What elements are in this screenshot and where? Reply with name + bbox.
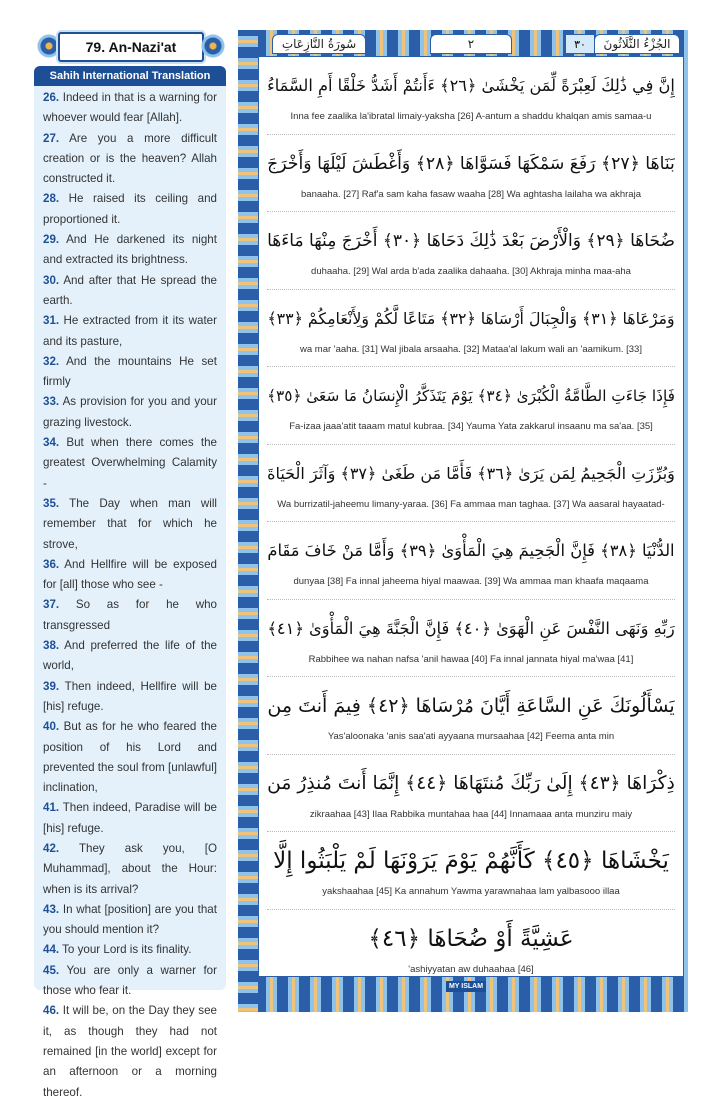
verse-number: 36.: [43, 557, 60, 571]
translation-verse: [43, 311, 217, 352]
translation-verse: [43, 1001, 217, 1102]
surah-title-banner: [36, 30, 226, 62]
arabic-text: ضُحَاهَا ﴿٢٩﴾ وَالْأَرْضَ بَعْدَ ذَٰلِكَ دَحَاهَا ﴿٣٠﴾ أَخْرَجَ مِنْهَا مَاءَهَا: [267, 231, 675, 251]
verse-number: 39.: [43, 679, 60, 693]
transliteration: dunyaa [38] Fa innal jaheema hiyal maawaa. [39] Wa ammaa man khaafa maqaama: [293, 576, 649, 587]
juz-number: ٣٠: [565, 34, 595, 54]
verse-number: 43.: [43, 902, 60, 916]
verse-number: 45.: [43, 963, 60, 977]
arabic-text: يَسْأَلُونَكَ عَنِ السَّاعَةِ أَيَّانَ مُرْسَاهَا ﴿٤٢﴾ فِيمَ أَنتَ مِن: [267, 695, 675, 717]
verse-number: 26.: [43, 91, 60, 104]
arabic-text: فَإِذَا جَاءَتِ الطَّامَّةُ الْكُبْرَىٰ ﴿٣٤﴾ يَوْمَ يَتَذَكَّرُ الْإِنسَانُ مَا سَعَىٰ ﴿٣٥﴾: [267, 387, 675, 405]
verse-number: 42.: [43, 841, 60, 855]
translation-verse: [43, 392, 217, 433]
quran-line: [267, 600, 675, 678]
verse-number: 35.: [43, 496, 60, 510]
verse-text: But as for he who feared the position of his Lord and prevented the soul from [unlawful] inclination,: [43, 720, 218, 795]
quran-line: [267, 290, 675, 368]
translation-verse: [43, 961, 217, 1002]
translation-verse: [43, 88, 217, 129]
verse-text: And preferred the life of the world,: [43, 639, 217, 673]
verse-text: You are only a warner for those who fear it.: [43, 963, 217, 998]
verse-text: In what [position] are you that you should mention it?: [43, 902, 217, 937]
arabic-text: إِنَّ فِي ذَٰلِكَ لَعِبْرَةً لِّمَن يَخْشَىٰ ﴿٢٦﴾ ءَأَنتُمْ أَشَدُّ خَلْقًا أَمِ السَّمَاءُ: [267, 76, 675, 95]
ornament-icon: [200, 32, 226, 60]
translation-header: Sahih International Translation: [34, 66, 226, 86]
transliteration: duhaaha. [29] Wal arda b'ada zaalika dahaaha. [30] Akhraja minha maa-aha: [311, 266, 631, 277]
transliteration: banaaha. [27] Raf'a sam kaha fasaw waaha [28] Wa aghtasha lailaha wa akhraja: [301, 188, 641, 200]
quran-line: [267, 135, 675, 213]
arabic-text: بَنَاهَا ﴿٢٧﴾ رَفَعَ سَمْكَهَا فَسَوَّاهَا ﴿٢٨﴾ وَأَغْطَشَ لَيْلَهَا وَأَخْرَجَ: [267, 153, 675, 174]
verse-text: It will be, on the Day they see it, as though they had not remained [in the world] except for an afternoon or a morning thereof.: [43, 1004, 217, 1099]
transliteration: yakshaahaa [45] Ka annahum Yawma yarawnahaa lam yalbasooo illaa: [322, 886, 620, 897]
translation-verse: [43, 595, 217, 636]
translation-verse: [43, 271, 217, 312]
translation-verse: [43, 940, 217, 960]
translation-verse: [43, 129, 217, 190]
translation-verse: [43, 494, 217, 555]
verse-text: He raised its ceiling and proportioned it.: [43, 192, 217, 226]
arabic-text: الدُّنْيَا ﴿٣٨﴾ فَإِنَّ الْجَحِيمَ هِيَ الْمَأْوَىٰ ﴿٣٩﴾ وَأَمَّا مَنْ خَافَ مَقَامَ: [267, 541, 675, 560]
translation-verse: [43, 717, 217, 798]
verse-number: 38.: [43, 639, 60, 653]
verse-text: So as for he who transgressed: [43, 598, 217, 632]
quran-line: [267, 677, 675, 755]
verse-number: 41.: [43, 801, 60, 815]
verse-number: 34.: [43, 436, 60, 450]
page-number-tab: ٢: [430, 34, 512, 54]
quran-line: [267, 57, 675, 135]
verse-text: And He darkened its night and extracted its brightness.: [43, 233, 217, 267]
transliteration: Fa-izaa jaaa'atit taaam matul kubraa. [34] Yauma Yata zakkarul insaanu ma sa'aa. [35]: [289, 421, 653, 432]
verse-text: Indeed in that is a warning for whoever would fear [Allah].: [43, 91, 217, 125]
verse-number: 40.: [43, 720, 60, 734]
verse-number: 27.: [43, 131, 60, 145]
quran-line: [267, 445, 675, 523]
verse-text: Then indeed, Hellfire will be [his] refuge.: [43, 679, 217, 713]
ornamental-frame-left: [238, 30, 258, 1012]
verse-number: 33.: [43, 395, 60, 409]
verse-text: And after that He spread the earth.: [43, 273, 217, 307]
verse-text: To your Lord is its finality.: [62, 943, 192, 957]
arabic-text: وَمَرْعَاهَا ﴿٣١﴾ وَالْجِبَالَ أَرْسَاهَا ﴿٣٢﴾ مَتَاعًا لَّكُمْ وَلِأَنْعَامِكُمْ ﴿٣٣﴾: [267, 308, 675, 328]
verse-number: 32.: [43, 354, 60, 368]
verse-number: 30.: [43, 273, 60, 287]
translation-panel: [34, 66, 226, 1099]
verse-number: 46.: [43, 1004, 60, 1018]
translation-verse: [43, 900, 217, 941]
surah-name-tab: سُورَةُ النَّازِعَاتِ: [272, 34, 366, 54]
verse-number: 29.: [43, 233, 60, 247]
quran-line: [267, 212, 675, 290]
transliteration: Yas'aloonaka 'anis saa'ati ayyaana mursaahaa [42] Feema anta min: [327, 731, 615, 742]
translation-verse: [43, 555, 217, 596]
verse-number: 28.: [43, 192, 60, 206]
transliteration: Rabbihee wa nahan nafsa 'anil hawaa [40] Fa innal jannata hiyal ma'waa [41]: [308, 653, 634, 665]
arabic-text: وَبُرِّزَتِ الْجَحِيمُ لِمَن يَرَىٰ ﴿٣٦﴾ فَأَمَّا مَن طَغَىٰ ﴿٣٧﴾ وَآثَرَ الْحَيَاةَ: [267, 463, 675, 483]
verse-text: They ask you, [O Muhammad], about the Hour: when is its arrival?: [43, 841, 217, 896]
transliteration: Inna fee zaalika la'ibratal limaiy-yaksha [26] A-antum a shaddu khalqan amis samaa-u: [290, 111, 652, 122]
translation-verse: [43, 839, 217, 900]
arabic-text: ذِكْرَاهَا ﴿٤٣﴾ إِلَىٰ رَبِّكَ مُنتَهَاهَا ﴿٤٤﴾ إِنَّمَا أَنتَ مُنذِرُ مَن: [267, 772, 675, 794]
verse-text: He extracted from it its water and its pasture,: [43, 314, 217, 348]
juz-name-tab: الجُزْءُ الثَّلَاثُونَ: [594, 34, 680, 54]
verse-text: But when there comes the greatest Overwhelming Calamity -: [43, 436, 217, 490]
transliteration: wa mar 'aaha. [31] Wal jibala arsaaha. [32] Mataa'al lakum wali an 'aamikum. [33]: [300, 343, 642, 355]
transliteration: 'ashiyyatan aw duhaahaa [46]: [408, 963, 534, 975]
verse-number: 31.: [43, 314, 60, 328]
verse-number: 44.: [43, 943, 60, 957]
quran-line: [267, 755, 675, 833]
verse-text: As provision for you and your grazing livestock.: [43, 395, 217, 429]
arabic-text: عَشِيَّةً أَوْ ضُحَاهَا ﴿٤٦﴾: [368, 925, 574, 952]
quran-line: [267, 832, 675, 910]
transliteration: Wa burrizatil-jaheemu limany-yaraa. [36] Fa ammaa man taghaa. [37] Wa aasaral hayaatad-: [277, 498, 665, 510]
arabic-text: رَبِّهِ وَنَهَى النَّفْسَ عَنِ الْهَوَىٰ ﴿٤٠﴾ فَإِنَّ الْجَنَّةَ هِيَ الْمَأْوَىٰ ﴿٤١﴾: [267, 618, 675, 638]
transliteration: zikraahaa [43] Ilaa Rabbika muntahaa haa [44] Innamaaa anta munziru maiy: [309, 808, 633, 820]
quran-text-area: [258, 56, 684, 977]
translation-list: [34, 86, 226, 1103]
translation-verse: [43, 433, 217, 494]
arabic-text: يَخْشَاهَا ﴿٤٥﴾ كَأَنَّهُمْ يَوْمَ يَرَوْنَهَا لَمْ يَلْبَثُوا إِلَّا: [273, 848, 669, 874]
translation-verse: [43, 677, 217, 718]
surah-title: 79. An-Nazi'at: [58, 32, 204, 62]
verse-number: 37.: [43, 598, 60, 612]
verse-text: And the mountains He set firmly: [43, 354, 217, 389]
quran-line: [267, 367, 675, 445]
verse-text: Are you a more difficult creation or is the heaven? Allah constructed it.: [43, 131, 217, 186]
translation-verse: [43, 230, 217, 271]
translation-verse: [43, 636, 217, 677]
quran-line: [267, 522, 675, 600]
translation-verse: [43, 189, 217, 230]
translation-verse: [43, 798, 217, 839]
verse-text: And Hellfire will be exposed for [all] those who see -: [43, 557, 217, 592]
translation-verse: [43, 352, 217, 393]
quran-line: [267, 910, 675, 987]
myislam-logo: MY ISLAM: [446, 981, 486, 992]
verse-text: Then indeed, Paradise will be [his] refuge.: [43, 801, 217, 835]
verse-text: The Day when man will remember that for which he strove,: [43, 496, 217, 551]
